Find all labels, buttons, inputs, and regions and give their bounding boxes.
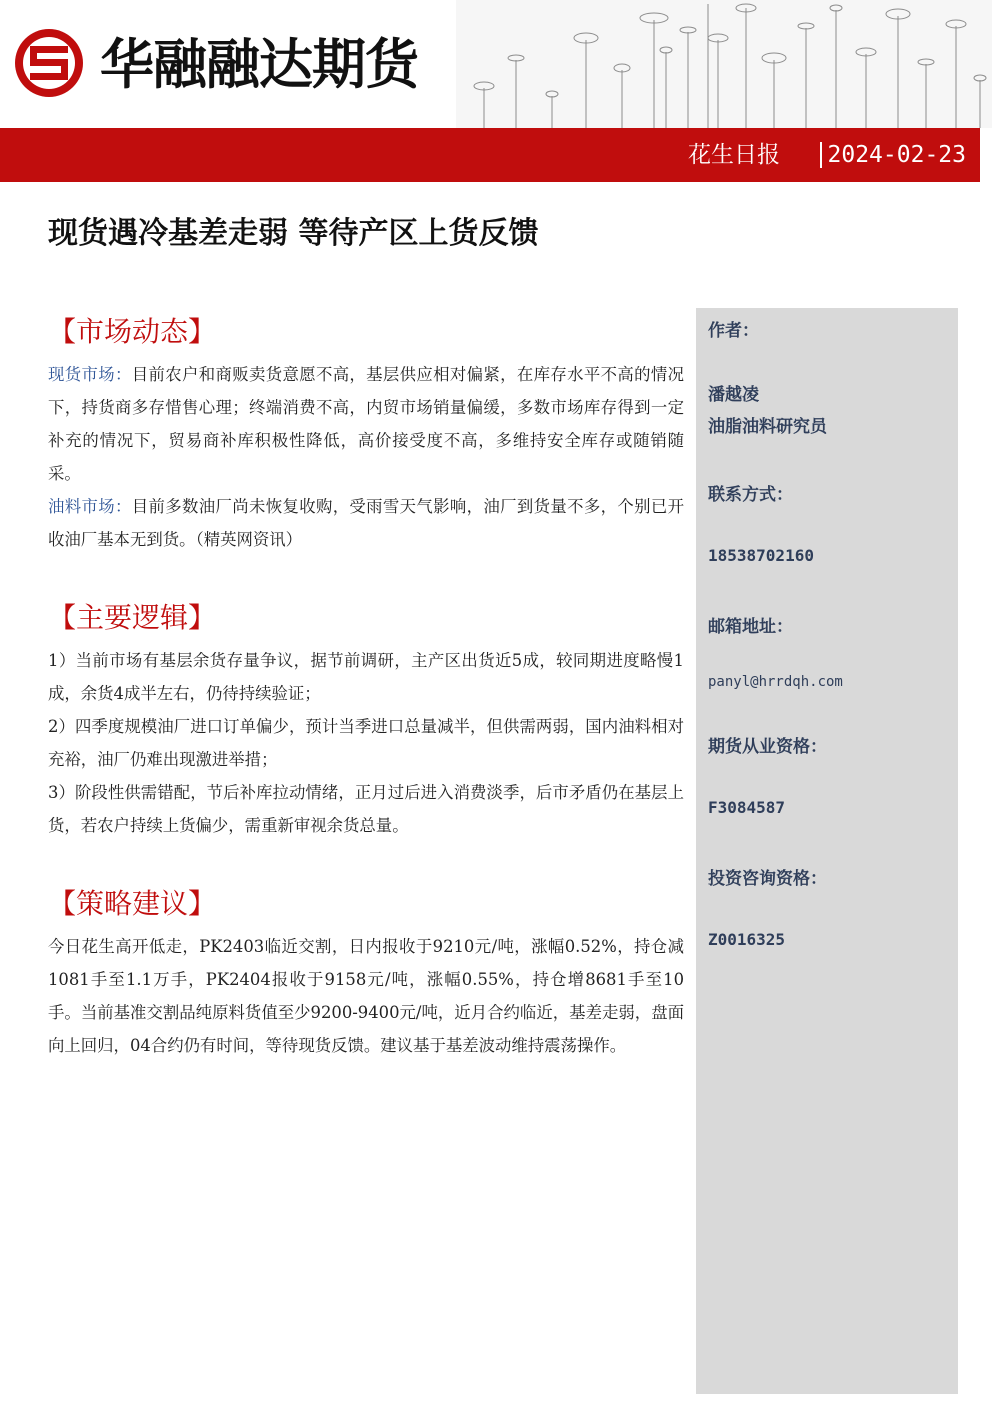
futures-qualification-label: 期货从业资格： xyxy=(708,737,827,757)
author-label: 作者： xyxy=(708,321,759,341)
report-name: 花生日报 xyxy=(688,142,780,168)
logic-item: 3）阶段性供需错配，节后补库拉动情绪，正月过后进入消费淡季，后市矛盾仍在基层上货，若农户持续上货偏少，需重新审视余货总量。 xyxy=(48,783,684,835)
brand-name: 华融融达期货 xyxy=(100,33,418,96)
email-address[interactable]: panyl@hrrdqh.com xyxy=(708,674,843,690)
market-heading: 【市场动态】 xyxy=(48,315,217,348)
banner-divider xyxy=(820,142,822,168)
company-logo-icon xyxy=(12,26,86,100)
logic-item: 1）当前市场有基层余货存量争议，据节前调研，主产区出货近5成，较同期进度略慢1成，余货4成半左右，仍待持续验证； xyxy=(48,651,684,703)
logic-heading: 【主要逻辑】 xyxy=(48,601,217,634)
logic-item: 2）四季度规模油厂进口订单偏少，预计当季进口总量减半，但供需两弱，国内油料相对充裕，油厂仍难出现激进举措； xyxy=(48,717,684,769)
strategy-text: 今日花生高开低走，PK2403临近交割，日内报收于9210元/吨，涨幅0.52%，持仓减1081手至1.1万手，PK2404报收于9158元/吨，涨幅0.55%，持仓增8681手至10手。当前基准交割品纯原料货值至少9200-9400元/吨，近月合约临近，基差走弱，盘面向上回归，04合约仍有时间，等待现货反馈。建议基于基差波动维持震荡操作。 xyxy=(48,937,684,1055)
oil-market-text: 目前多数油厂尚未恢复收购，受雨雪天气影响，油厂到货量不多，个别已开收油厂基本无到货。（精英网资讯） xyxy=(48,497,685,549)
header xyxy=(0,0,992,128)
author-name: 潘越凌 xyxy=(708,385,759,405)
strategy-heading: 【策略建议】 xyxy=(48,887,217,920)
phone-number: 18538702160 xyxy=(708,546,814,565)
main-content xyxy=(48,312,684,1062)
oil-market-paragraph xyxy=(48,490,684,556)
decorative-pattern-icon xyxy=(456,0,992,128)
report-date: 2024-02-23 xyxy=(827,142,966,168)
futures-qualification-id: F3084587 xyxy=(708,798,786,817)
advisory-qualification-id: Z0016325 xyxy=(708,930,786,949)
spot-market-text: 目前农户和商贩卖货意愿不高，基层供应相对偏紧，在库存水平不高的情况下，持货商多存惜售心理；终端消费不高，内贸市场销量偏缓，多数市场库存得到一定补充的情况下，贸易商补库积极性降低，高价接受度不高，多维持安全库存或随销随采。 xyxy=(48,365,685,483)
author-title: 油脂油料研究员 xyxy=(708,417,827,437)
advisory-qualification-label: 投资咨询资格： xyxy=(708,869,827,889)
page-title: 现货遇冷基差走弱 等待产区上货反馈 xyxy=(48,216,539,251)
author-sidebar xyxy=(696,308,958,1394)
spot-market-paragraph xyxy=(48,358,684,490)
oil-market-label: 油料市场： xyxy=(48,497,132,516)
spot-market-label: 现货市场： xyxy=(48,365,132,384)
email-label: 邮箱地址： xyxy=(708,617,793,637)
report-banner xyxy=(0,128,980,182)
contact-label: 联系方式： xyxy=(708,485,793,505)
